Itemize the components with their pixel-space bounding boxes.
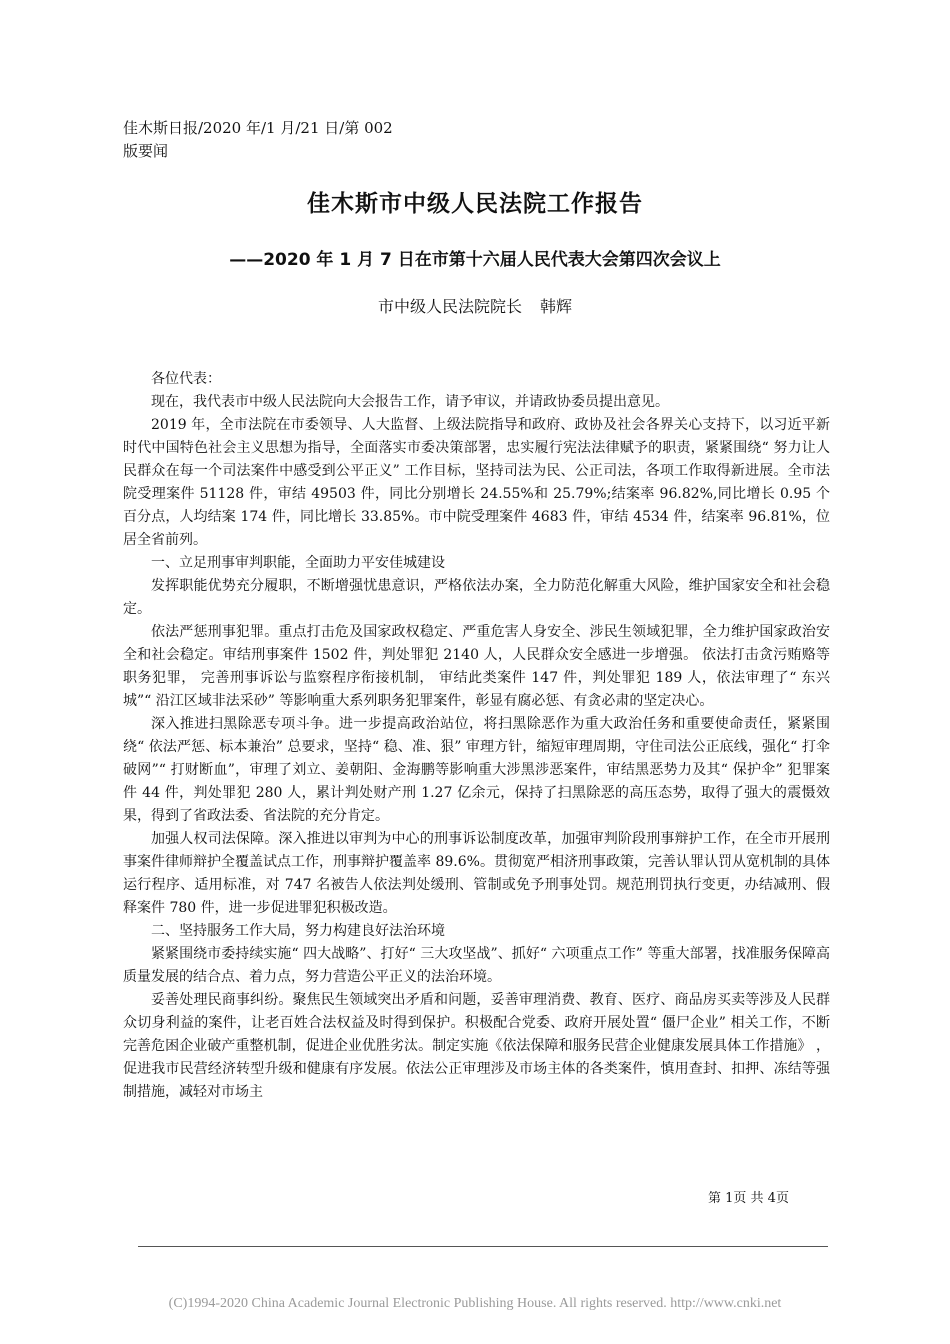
paragraph: 紧紧围绕市委持续实施“ 四大战略”、打好“ 三大攻坚战”、抓好“ 六项重点工作” 等重大部署，找准服务保障高质量发展的结合点、着力点，努力营造公平正义的法治环境。 bbox=[123, 946, 830, 985]
author-line bbox=[0, 294, 950, 317]
paragraph: 依法严惩刑事犯罪。重点打击危及国家政权稳定、严重危害人身安全、涉民生领域犯罪，全力维护国家政治安全和社会稳定。审结刑事案件 1502 件，判处罪犯 2140 人，人民群众安全感进一步增强。 依法打击贪污贿赂等职务犯罪， 完善刑事诉讼与监察程序衔接机制， 审结此类案件 147 件，判处罪犯 189 人，依法审理了“ 东兴城”“ 沿江区域非法采砂” 等影响重大系列职务犯罪案件，彰显有腐必惩、有贪必肃的坚定决心。 bbox=[123, 624, 830, 709]
source-citation bbox=[123, 117, 393, 163]
footer-divider bbox=[138, 1246, 828, 1247]
source-line-1: 佳木斯日报/2020 年/1 月/21 日/第 002 bbox=[123, 119, 393, 137]
paragraph: 现在，我代表市中级人民法院向大会报告工作，请予审议，并请政协委员提出意见。 bbox=[151, 394, 669, 410]
paragraph: 深入推进扫黑除恶专项斗争。进一步提高政治站位，将扫黑除恶作为重大政治任务和重要使命责任，紧紧围绕“ 依法严惩、标本兼治” 总要求，坚持“ 稳、准、狠” 审理方针，缩短审理周期，守住司法公正底线，强化“ 打伞破网”“ 打财断血”，审理了刘立、姜朝阳、金海鹏等影响重大涉黑涉恶案件，审结黑恶势力及其“ 保护伞” 犯罪案件 44 件，判处罪犯 280 人，累计判处财产刑 1.27 亿余元，保持了扫黑除恶的高压态势，取得了强大的震慑效果，得到了省政法委、省法院的充分肯定。 bbox=[123, 716, 830, 824]
section-heading: 二、坚持服务工作大局，努力构建良好法治环境 bbox=[151, 923, 445, 939]
document-title: 佳木斯市中级人民法院工作报告 bbox=[307, 191, 643, 217]
paragraph: 加强人权司法保障。深入推进以审判为中心的刑事诉讼制度改革，加强审判阶段刑事辩护工作，在全市开展刑事案件律师辩护全覆盖试点工作，刑事辩护覆盖率 89.6%。贯彻宽严相济刑事政策，完善认罪认罚从宽机制的具体运行程序、适用标准，对 747 名被告人依法判处缓刑、管制或免予刑事处罚。规范刑罚执行变更，办结减刑、假释案件 780 件，进一步促进罪犯积极改造。 bbox=[123, 831, 830, 916]
paragraph: 2019 年，全市法院在市委领导、人大监督、上级法院指导和政府、政协及社会各界关心支持下，以习近平新时代中国特色社会主义思想为指导，全面落实市委决策部署，忠实履行宪法法律赋予的职责，紧紧围绕“ 努力让人民群众在每一个司法案件中感受到公平正义” 工作目标，坚持司法为民、公正司法，各项工作取得新进展。全市法院受理案件 51128 件，审结 49503 件，同比分别增长 24.55%和 25.79%;结案率 96.82%,同比增长 0.95 个百分点，人均结案 174 件，同比增长 33.85%。市中院受理案件 4683 件，审结 4534 件，结案率 96.81%，位居全省前列。 bbox=[123, 417, 830, 548]
section-heading: 一、立足刑事审判职能，全面助力平安佳城建设 bbox=[151, 555, 445, 571]
document-subtitle: ——2020 年 1 月 7 日在市第十六届人民代表大会第四次会议上 bbox=[229, 250, 721, 270]
paragraph: 发挥职能优势充分履职，不断增强忧患意识，严格依法办案，全力防范化解重大风险，维护国家安全和社会稳定。 bbox=[123, 578, 830, 617]
author-position: 市中级人民法院院长 bbox=[377, 297, 522, 316]
author-name: 韩辉 bbox=[540, 297, 573, 316]
page-number: 第 1页 共 4页 bbox=[708, 1191, 789, 1206]
copyright-notice: (C)1994-2020 China Academic Journal Electronic Publishing House. All rights reserved. http://www.cnki.net bbox=[168, 1296, 782, 1311]
paragraph: 妥善处理民商事纠纷。聚焦民生领域突出矛盾和问题，妥善审理消费、教育、医疗、商品房买卖等涉及人民群众切身利益的案件，让老百姓合法权益及时得到保护。积极配合党委、政府开展处置“ 僵尸企业” 相关工作，不断完善危困企业破产重整机制，促进企业优胜劣汰。制定实施《依法保障和服务民营企业健康发展具体工作措施》 ，促进我市民营经济转型升级和健康有序发展。依法公正审理涉及市场主体的各类案件，慎用查封、扣押、冻结等强制措施，减轻对市场主 bbox=[123, 992, 830, 1100]
report-body bbox=[123, 368, 830, 1104]
paragraph-salutation: 各位代表： bbox=[151, 371, 221, 387]
source-line-2: 版要闻 bbox=[123, 142, 169, 160]
